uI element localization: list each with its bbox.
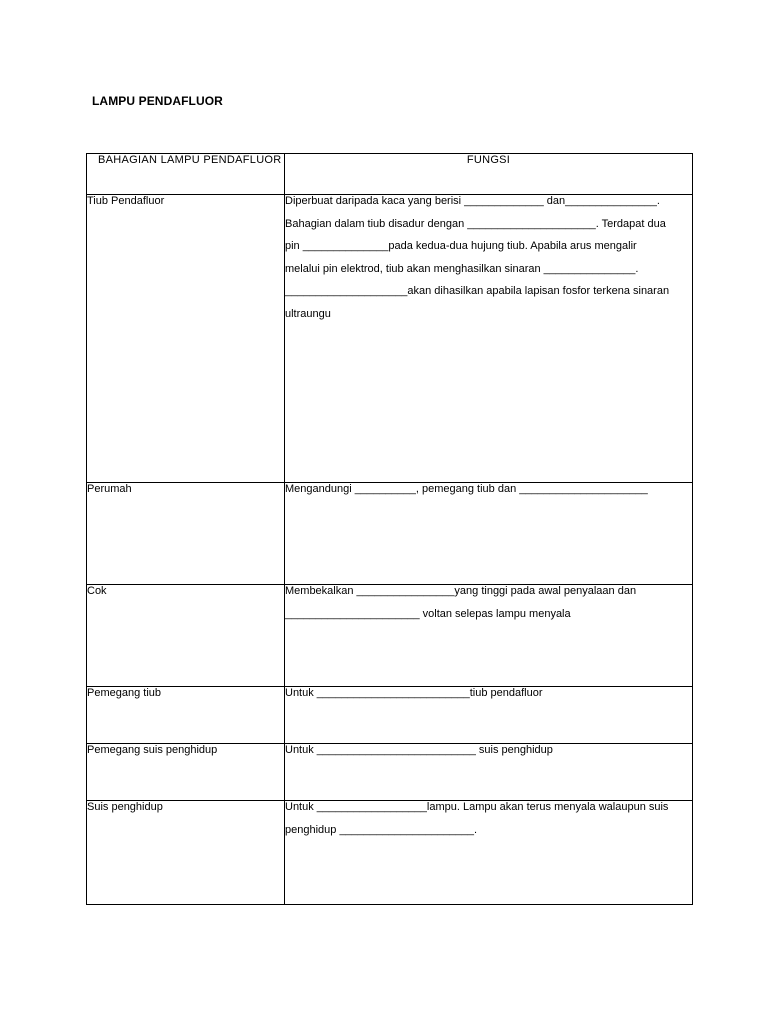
- part-cell: Suis penghidup: [87, 801, 285, 905]
- header-part: BAHAGIAN LAMPU PENDAFLUOR: [87, 154, 285, 195]
- function-line: Untuk _________________________tiub pendafluor: [285, 687, 543, 699]
- function-line: ultraungu: [285, 307, 331, 320]
- function-line: ____________________akan dihasilkan apabila lapisan fosfor terkena sinaran: [285, 285, 670, 298]
- function-line: Diperbuat daripada kaca yang berisi _____________ dan_______________.: [285, 195, 660, 207]
- function-line: Mengandungi __________, pemegang tiub dan _____________________: [285, 483, 648, 495]
- function-line: Bahagian dalam tiub disadur dengan _____________________. Terdapat dua: [285, 217, 666, 230]
- function-cell: [285, 483, 693, 585]
- table-row: [87, 483, 693, 585]
- table-row: [87, 195, 693, 483]
- function-line: pin ______________pada kedua-dua hujung tiub. Apabila arus mengalir: [285, 240, 637, 253]
- function-line: Untuk __________________lampu. Lampu akan terus menyala walaupun suis: [285, 801, 669, 813]
- part-cell: Cok: [87, 585, 285, 687]
- function-line: ______________________ voltan selepas lampu menyala: [285, 607, 571, 620]
- function-cell: [285, 744, 693, 801]
- function-line: melalui pin elektrod, tiub akan menghasilkan sinaran _______________.: [285, 262, 639, 275]
- part-cell: Perumah: [87, 483, 285, 585]
- table-row: [87, 801, 693, 905]
- table-row: [87, 585, 693, 687]
- table-row: [87, 744, 693, 801]
- part-cell: Pemegang suis penghidup: [87, 744, 285, 801]
- page-title: LAMPU PENDAFLUOR: [92, 94, 223, 108]
- part-cell: Pemegang tiub: [87, 687, 285, 744]
- function-line: Untuk __________________________ suis penghidup: [285, 744, 553, 756]
- function-cell: [285, 195, 693, 483]
- function-cell: [285, 801, 693, 905]
- function-cell: [285, 585, 693, 687]
- header-function: FUNGSI: [285, 154, 693, 195]
- function-line: Membekalkan ________________yang tinggi pada awal penyalaan dan: [285, 585, 637, 597]
- function-cell: [285, 687, 693, 744]
- worksheet-table: [86, 153, 693, 905]
- function-line: penghidup ______________________.: [285, 823, 478, 836]
- part-cell: Tiub Pendafluor: [87, 195, 285, 483]
- table-row: [87, 687, 693, 744]
